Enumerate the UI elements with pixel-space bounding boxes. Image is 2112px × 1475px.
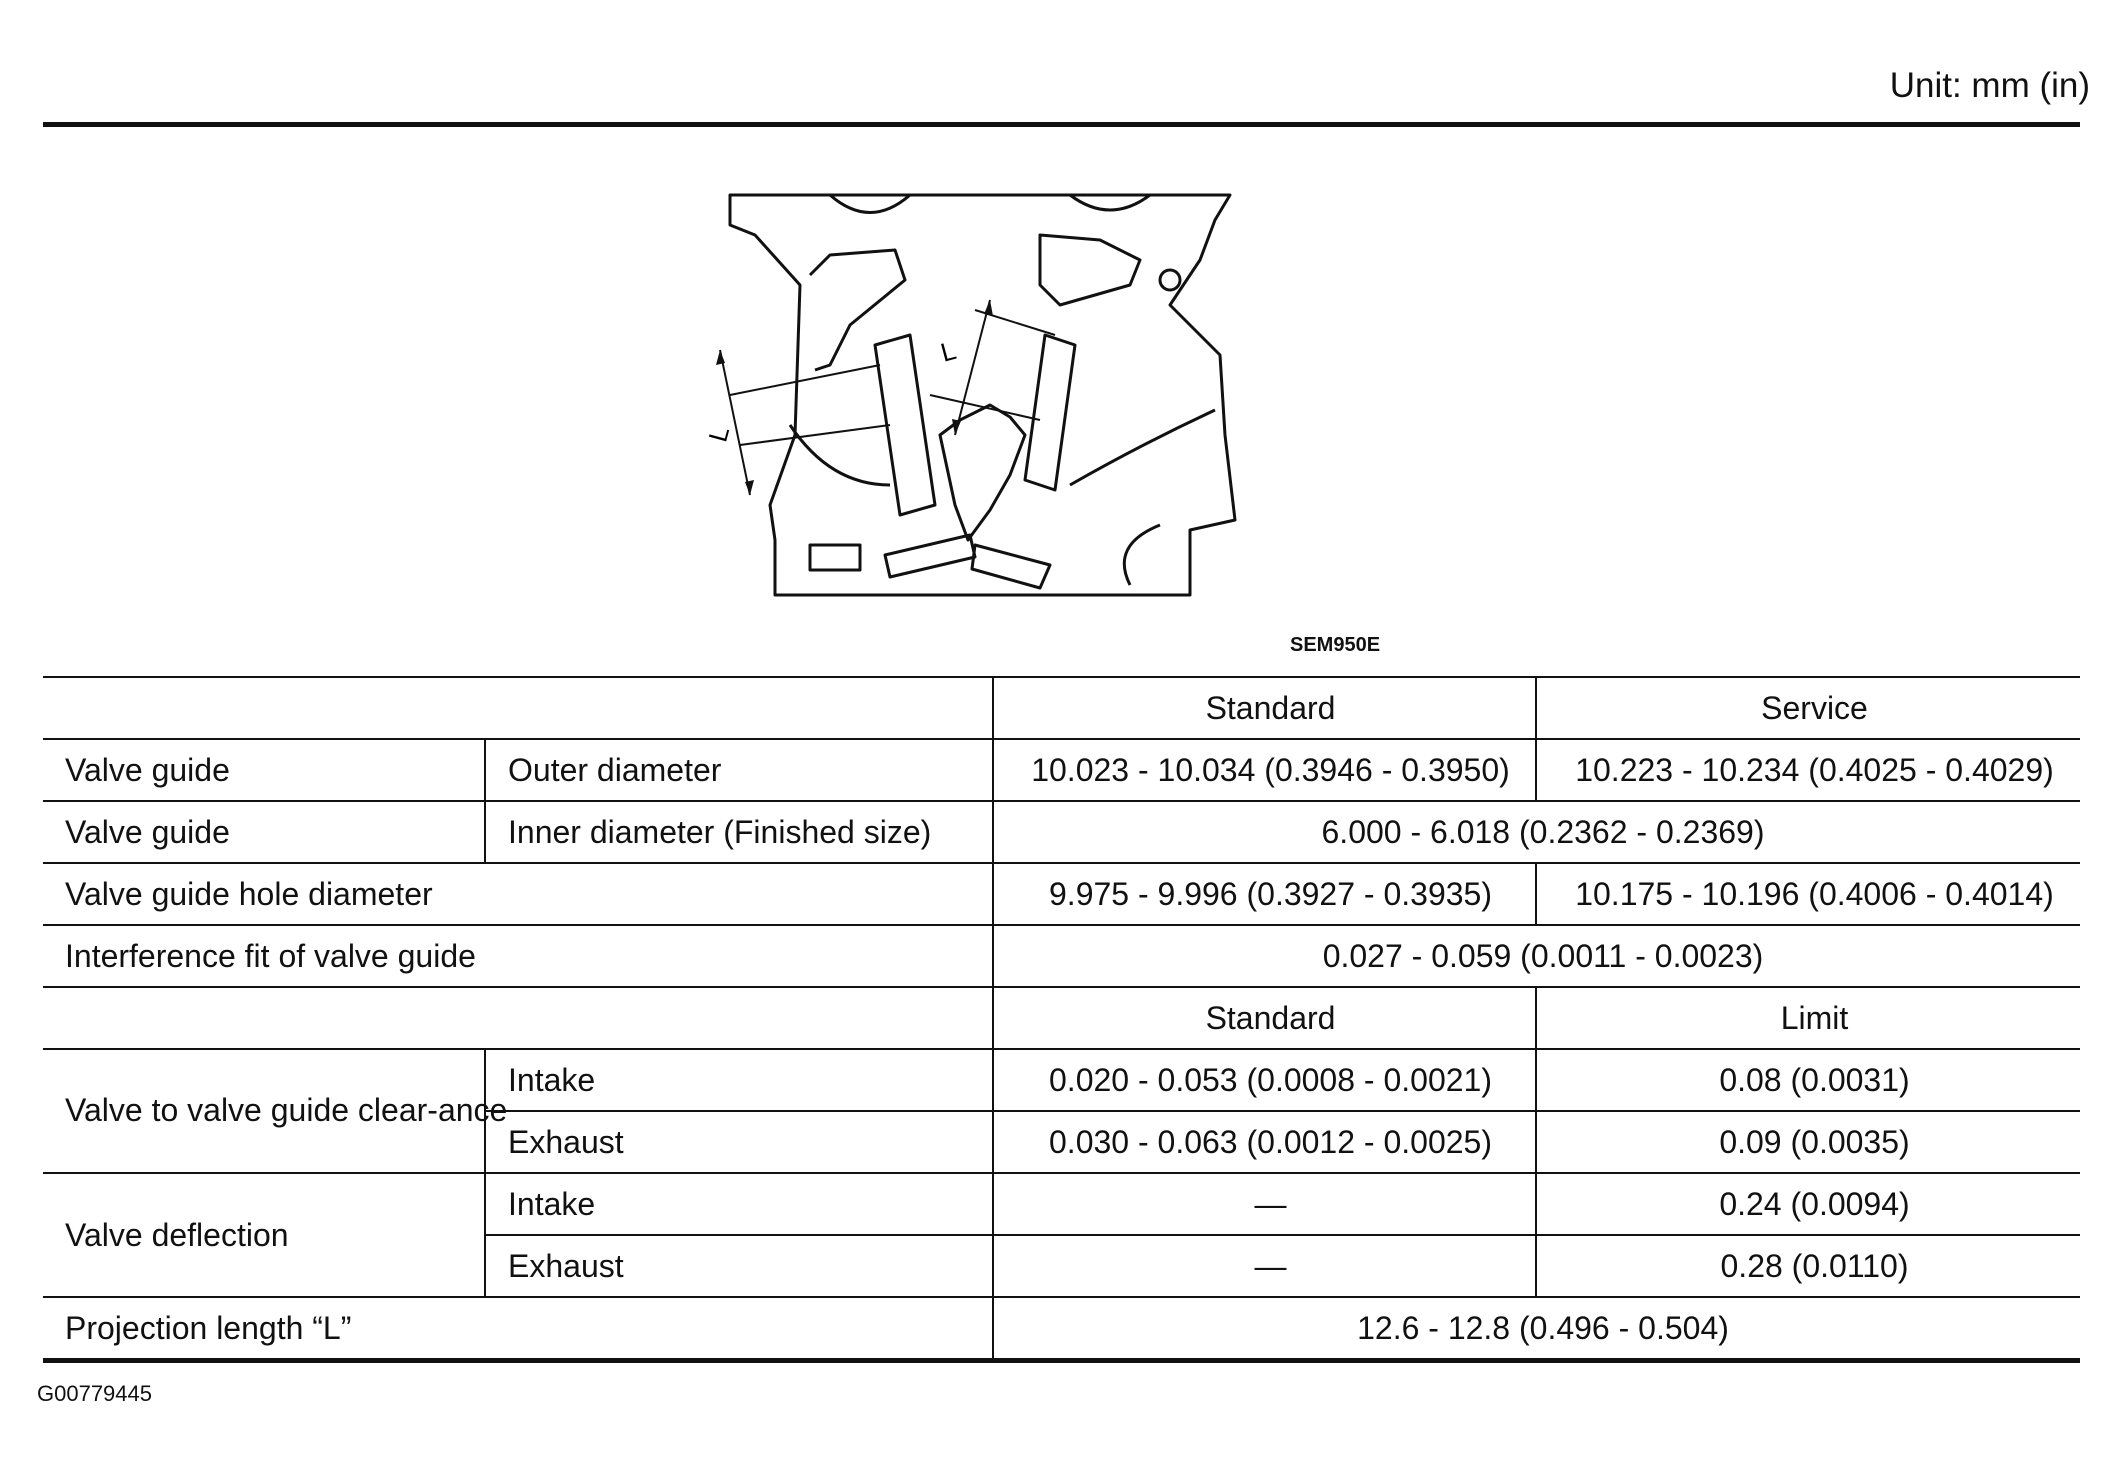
table-header-row (43, 677, 2080, 739)
arrow-head-2 (745, 480, 754, 495)
header-standard: Standard (993, 987, 1536, 1049)
standard-value: 0.030 - 0.063 (0.0012 - 0.0025) (993, 1111, 1536, 1173)
combustion-chamber (940, 405, 1025, 540)
bolt-hole (1160, 270, 1180, 290)
dim-arrow-left (720, 350, 750, 495)
cylinder-head-diagram (702, 185, 1410, 605)
standard-value: 0.020 - 0.053 (0.0008 - 0.0021) (993, 1049, 1536, 1111)
table-row (43, 1173, 2080, 1235)
dim-line-left-1 (730, 365, 880, 395)
row-subitem: Inner diameter (Finished size) (485, 801, 993, 863)
exhaust-port (1040, 235, 1140, 305)
standard-value: — (993, 1235, 1536, 1297)
table-row (43, 925, 2080, 987)
limit-value: 0.28 (0.0110) (1536, 1235, 2080, 1297)
dim-label-right: L (937, 334, 960, 368)
row-item: Valve guide (43, 739, 485, 801)
unit-label: Unit: mm (in) (1889, 66, 2090, 105)
figure-code: SEM950E (1290, 634, 1381, 656)
exhaust-valve-guide (1025, 335, 1075, 490)
bottom-deck-right (972, 545, 1050, 588)
dim-line-right-2 (930, 395, 1040, 420)
standard-value: — (993, 1173, 1536, 1235)
row-subitem: Exhaust (485, 1111, 993, 1173)
table-header-row (43, 987, 2080, 1049)
row-item: Valve guide (43, 801, 485, 863)
dim-label-left: L (702, 423, 736, 445)
table-row (43, 1297, 2080, 1361)
merged-value: 12.6 - 12.8 (0.496 - 0.504) (993, 1297, 2080, 1361)
spec-table (43, 676, 2080, 1363)
header-blank (43, 987, 993, 1049)
limit-value: 0.09 (0.0035) (1536, 1111, 2080, 1173)
row-subitem: Outer diameter (485, 739, 993, 801)
standard-value: 9.975 - 9.996 (0.3927 - 0.3935) (993, 863, 1536, 925)
table-row (43, 1049, 2080, 1111)
top-rule (43, 122, 2080, 127)
row-item: Valve to valve guide clear-ance (43, 1049, 485, 1173)
row-item: Valve deflection (43, 1173, 485, 1297)
header-standard: Standard (993, 677, 1536, 739)
dim-line-left-2 (740, 425, 890, 445)
row-subitem: Intake (485, 1049, 993, 1111)
standard-value: 10.023 - 10.034 (0.3946 - 0.3950) (993, 739, 1536, 801)
head-outline (730, 195, 1235, 595)
header-limit: Limit (1536, 987, 2080, 1049)
intake-port (810, 250, 905, 370)
service-value: 10.175 - 10.196 (0.4006 - 0.4014) (1536, 863, 2080, 925)
merged-value: 6.000 - 6.018 (0.2362 - 0.2369) (993, 801, 2080, 863)
merged-value: 0.027 - 0.059 (0.0011 - 0.0023) (993, 925, 2080, 987)
service-value: 10.223 - 10.234 (0.4025 - 0.4029) (1536, 739, 2080, 801)
table-row (43, 863, 2080, 925)
header-blank (43, 677, 993, 739)
left-slot (810, 545, 860, 570)
table-row (43, 801, 2080, 863)
table-row (43, 739, 2080, 801)
row-subitem: Intake (485, 1173, 993, 1235)
limit-value: 0.24 (0.0094) (1536, 1173, 2080, 1235)
bottom-deck (885, 535, 975, 577)
cooling-passage (790, 425, 890, 485)
right-curve (1124, 525, 1160, 585)
row-subitem: Exhaust (485, 1235, 993, 1297)
upper-right-recess (1070, 195, 1150, 210)
cooling-passage-right (1070, 410, 1215, 485)
row-item: Projection length “L” (43, 1297, 993, 1361)
row-item: Interference fit of valve guide (43, 925, 993, 987)
row-item: Valve guide hole diameter (43, 863, 993, 925)
limit-value: 0.08 (0.0031) (1536, 1049, 2080, 1111)
header-service: Service (1536, 677, 2080, 739)
arrow-head-1 (716, 350, 725, 365)
document-code: G00779445 (37, 1381, 152, 1406)
upper-left-recess (830, 195, 910, 213)
